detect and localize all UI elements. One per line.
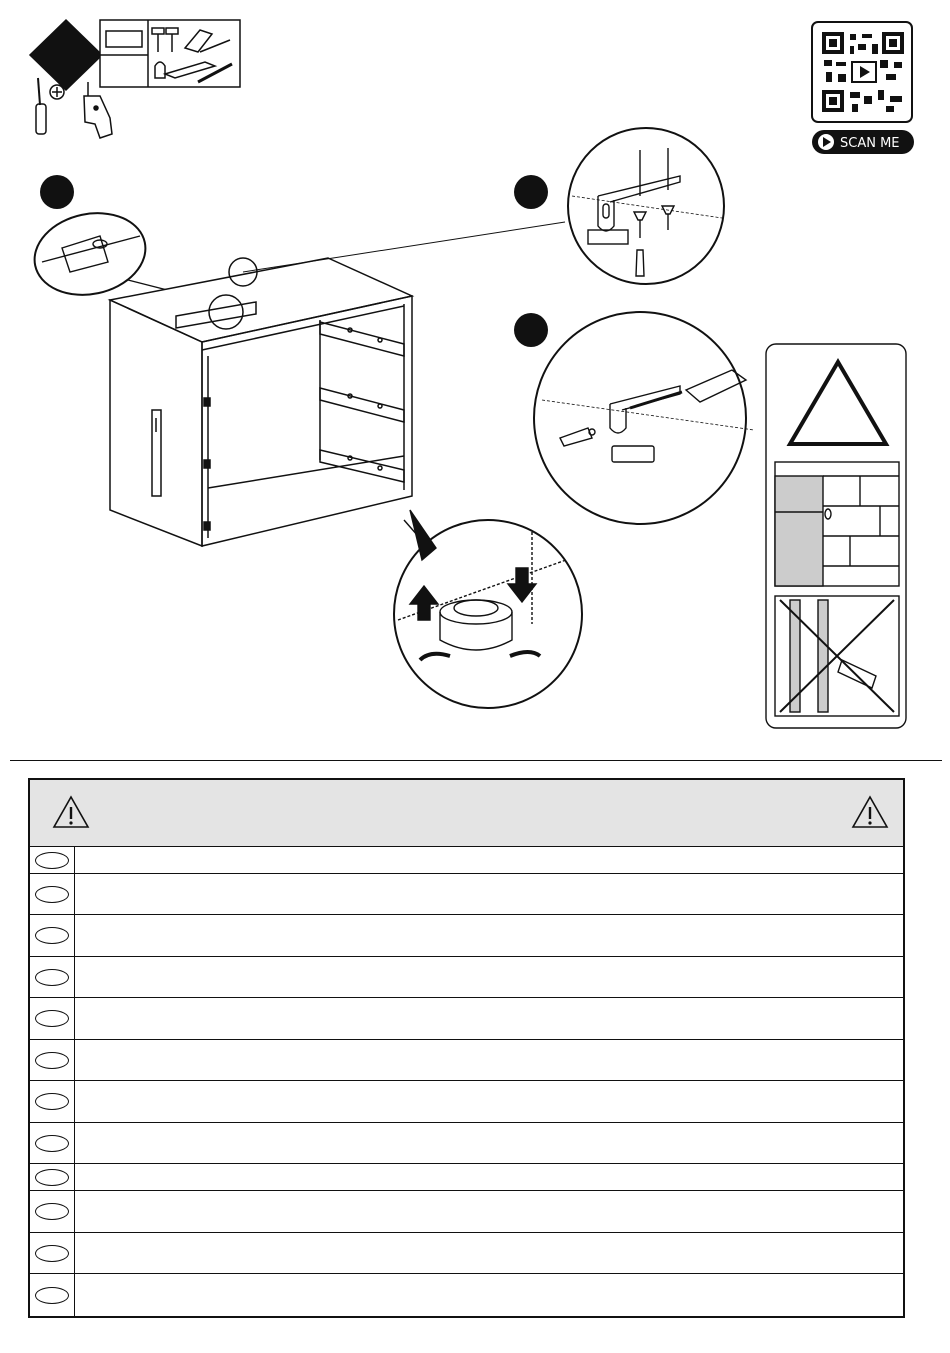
scan-me-label: SCAN ME [840, 136, 900, 151]
warning-text [75, 915, 903, 956]
language-flag-cell [30, 1081, 75, 1122]
warning-row [30, 1040, 903, 1081]
drawer-runner-top [320, 322, 404, 356]
wall-plug-icon [560, 428, 592, 446]
warning-text [75, 847, 903, 873]
step-marker-1 [40, 175, 74, 209]
step-diamond-icon [30, 20, 102, 90]
warning-text [75, 1123, 903, 1163]
rotate-left-icon [420, 654, 450, 660]
scan-me-button[interactable] [812, 130, 914, 154]
language-oval-icon [35, 1093, 69, 1110]
language-oval-icon [35, 852, 69, 869]
warning-row [30, 847, 903, 874]
warning-text [75, 1274, 903, 1316]
warning-row [30, 1123, 903, 1164]
drawer-runner-bottom [320, 450, 404, 482]
warning-text [75, 1081, 903, 1122]
fixing-part-label-box [612, 446, 654, 462]
drawer-runner-middle [320, 388, 404, 422]
warning-text [75, 957, 903, 997]
warning-row [30, 1191, 903, 1233]
warning-row [30, 998, 903, 1040]
qr-code[interactable] [812, 22, 912, 122]
language-flag-cell [30, 1164, 75, 1190]
language-oval-icon [35, 1245, 69, 1262]
warning-row [30, 957, 903, 998]
language-flag-cell [30, 1233, 75, 1273]
warning-text [75, 1233, 903, 1273]
warning-text [75, 998, 903, 1039]
language-flag-cell [30, 957, 75, 997]
step-marker-2 [514, 175, 548, 209]
warning-text [75, 874, 903, 914]
warning-text [75, 1191, 903, 1232]
language-flag-cell [30, 1123, 75, 1163]
language-flag-cell [30, 998, 75, 1039]
language-oval-icon [35, 1287, 69, 1304]
warning-row [30, 915, 903, 957]
warning-row [30, 1274, 903, 1316]
language-oval-icon [35, 1169, 69, 1186]
language-oval-icon [35, 886, 69, 903]
rotate-right-icon [510, 652, 540, 656]
wall-type-warning-panel [766, 344, 906, 728]
detail-adjustable-foot [394, 510, 582, 708]
language-oval-icon [35, 1203, 69, 1220]
power-drill-icon [84, 82, 112, 138]
warning-row [30, 1081, 903, 1123]
screwdriver-icon [36, 78, 64, 134]
warning-triangle-large-icon [790, 362, 886, 444]
language-flag-cell [30, 915, 75, 956]
language-flag-cell [30, 874, 75, 914]
screwdriver-tip-icon [636, 250, 644, 276]
warning-table-header [30, 780, 903, 847]
warning-triangle-icon [52, 795, 90, 829]
language-oval-icon [35, 927, 69, 944]
detail-wall-fixing [534, 312, 754, 524]
warning-text [75, 1164, 903, 1190]
warning-row [30, 1164, 903, 1191]
section-divider [10, 760, 942, 761]
warning-text [75, 1040, 903, 1080]
language-oval-icon [35, 1052, 69, 1069]
bracket-part-label-box [588, 230, 628, 244]
language-flag-cell [30, 847, 75, 873]
language-flag-cell [30, 1040, 75, 1080]
language-flag-cell [30, 1274, 75, 1316]
language-flag-cell [30, 1191, 75, 1232]
tools-legend [30, 20, 240, 138]
parts-box [100, 20, 240, 87]
cabinet [110, 222, 565, 546]
language-oval-icon [35, 1135, 69, 1152]
warning-table [28, 778, 905, 1318]
language-oval-icon [35, 969, 69, 986]
step-marker-3 [514, 313, 548, 347]
warning-row [30, 1233, 903, 1274]
detail-wall-bracket [568, 128, 724, 284]
warning-triangle-icon [851, 795, 889, 829]
warning-row [30, 874, 903, 915]
language-oval-icon [35, 1010, 69, 1027]
